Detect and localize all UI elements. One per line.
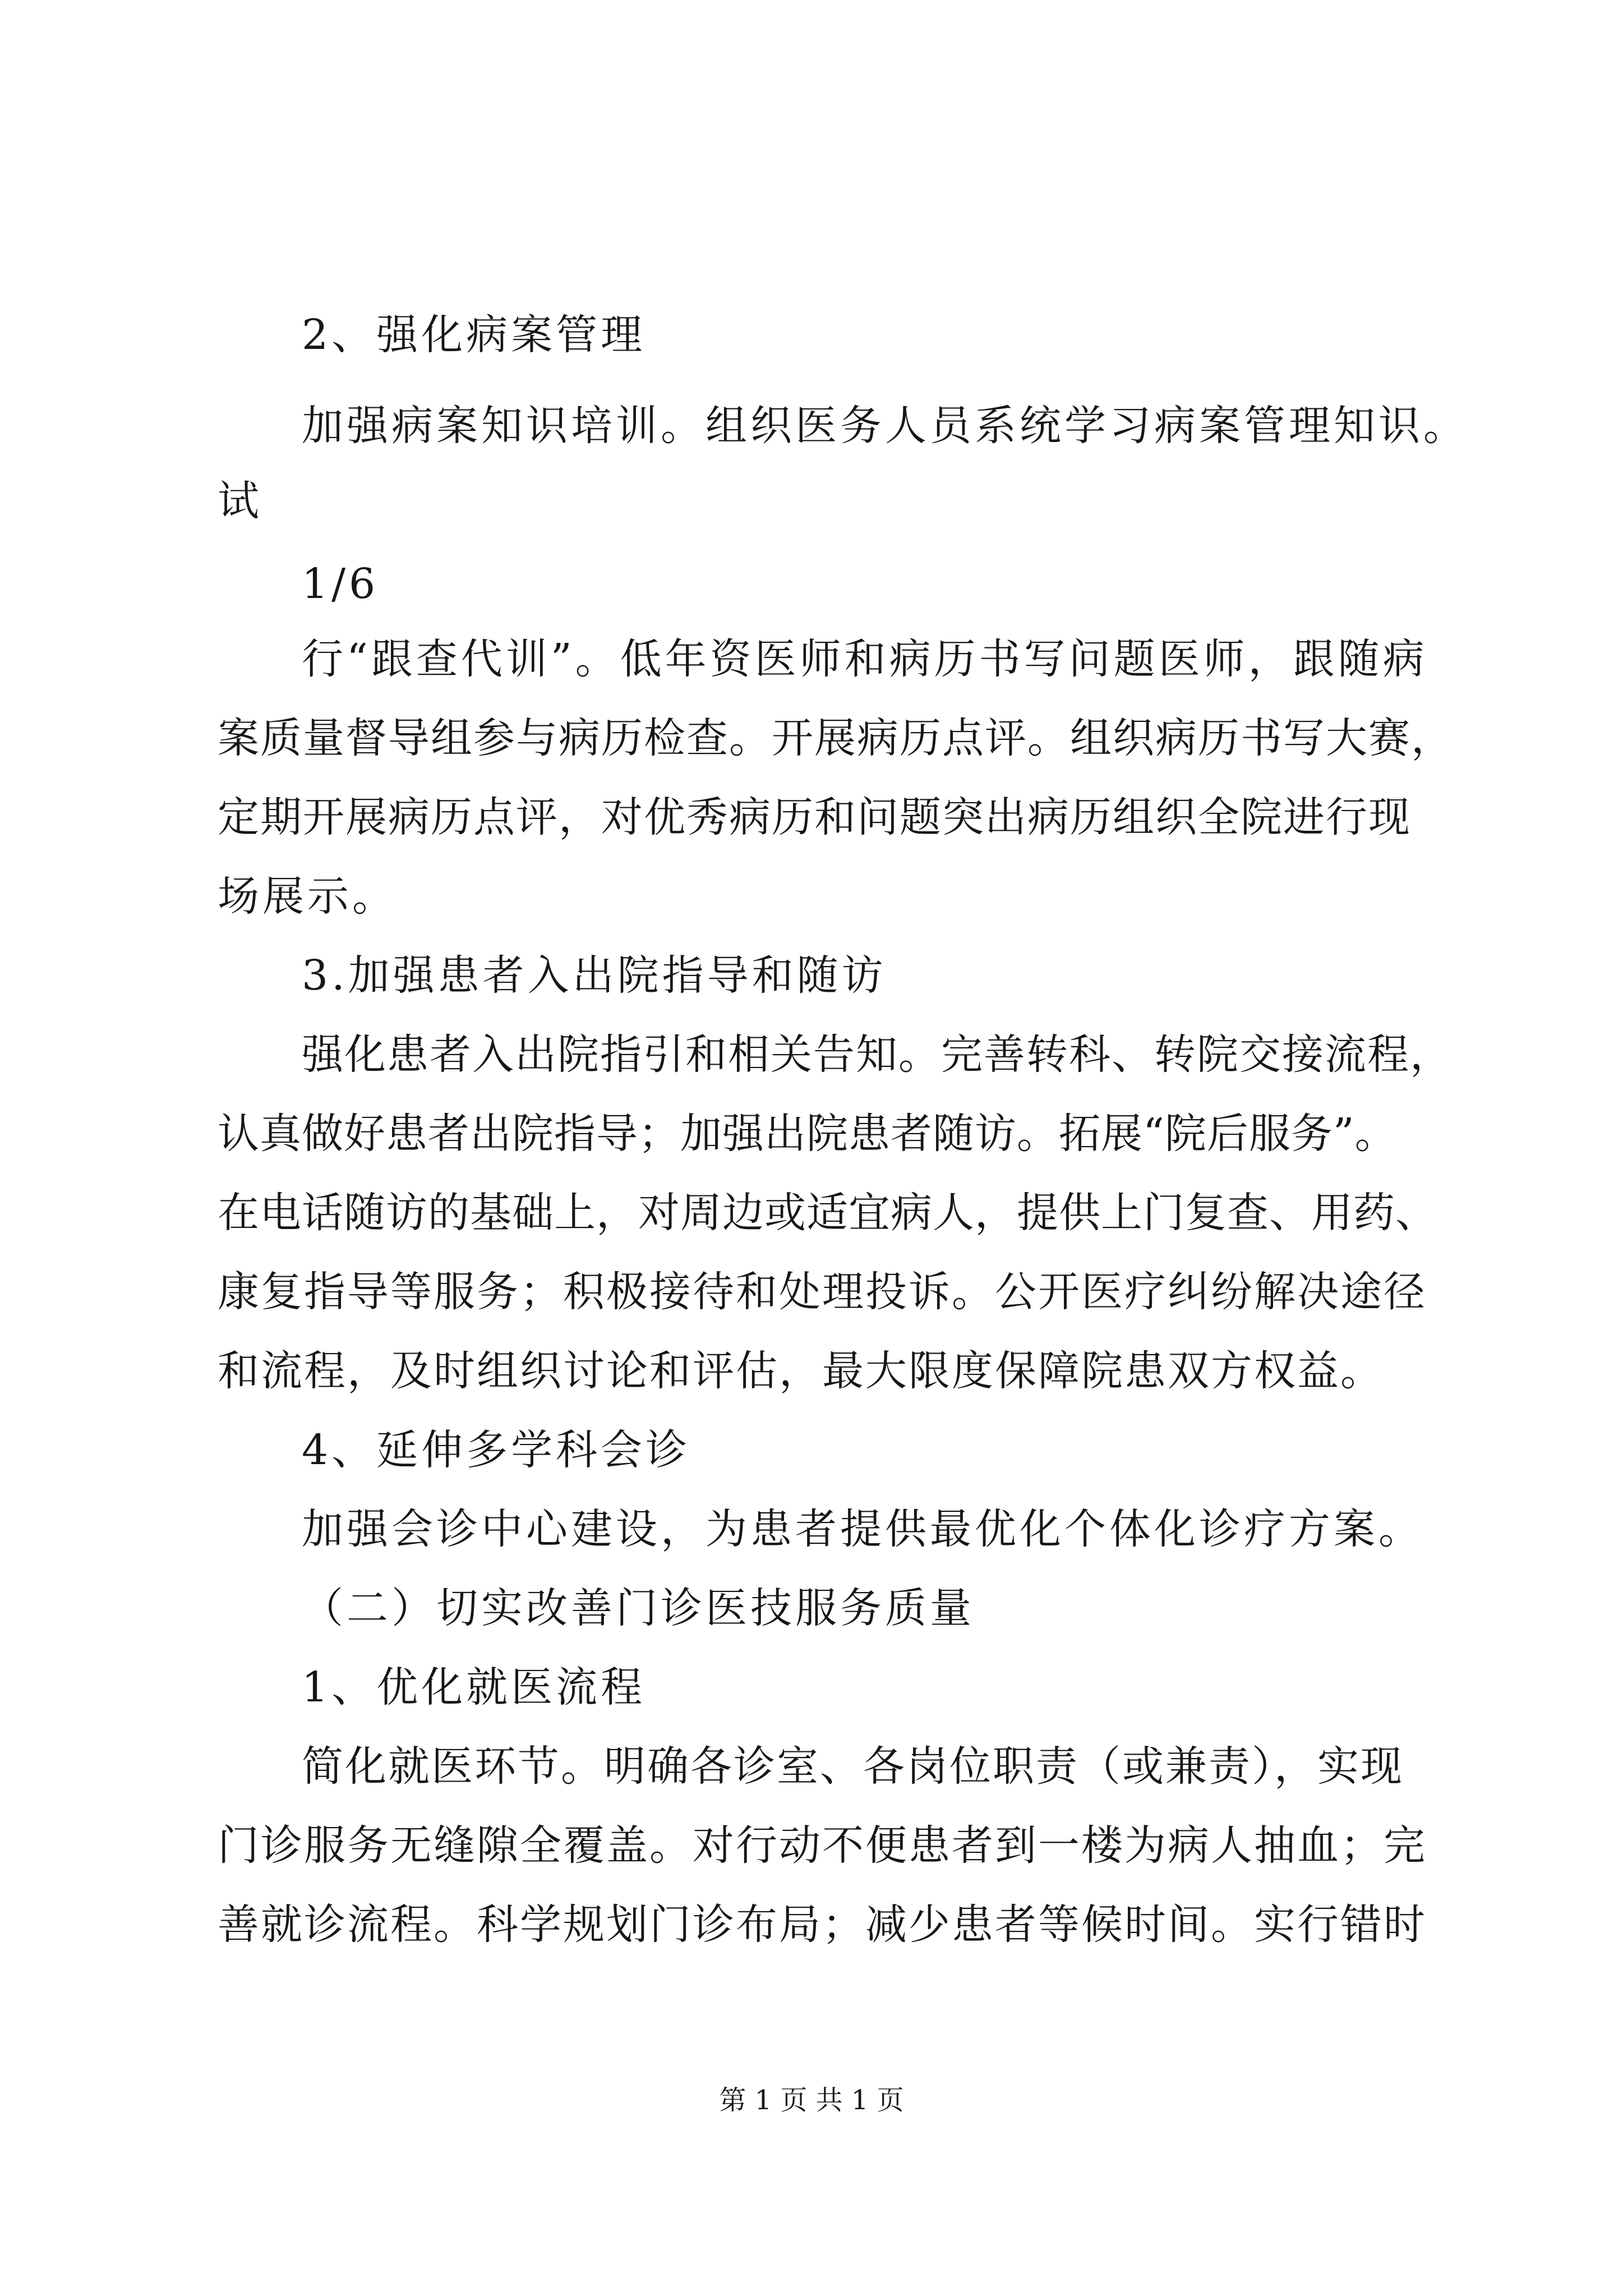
paragraph-line: 定期开展病历点评，对优秀病历和问题突出病历组织全院进行现: [218, 793, 1411, 841]
paragraph-line: 加强病案知识培训。组织医务人员系统学习病案管理知识。: [302, 402, 1468, 450]
paragraph-line: 行“跟查代训”。低年资医师和病历书写问题医师，跟随病: [302, 635, 1428, 683]
heading-multidisciplinary-consultation: 4、延伸多学科会诊: [302, 1426, 691, 1474]
paragraph-line: 试: [218, 477, 262, 525]
page-fraction-text: 1/6: [302, 560, 379, 608]
paragraph-line: 门诊服务无缝隙全覆盖。对行动不便患者到一楼为病人抽血；完: [218, 1821, 1427, 1870]
paragraph-line: 在电话随访的基础上，对周边或适宜病人，提供上门复查、用药、: [218, 1189, 1437, 1237]
paragraph-line: 康复指导等服务；积极接待和处理投诉。公开医疗纠纷解决途径: [218, 1268, 1427, 1316]
paragraph-line: 和流程，及时组织讨论和评估，最大限度保障院患双方权益。: [218, 1347, 1384, 1395]
heading-strengthen-medical-records: 2、强化病案管理: [302, 311, 646, 359]
paragraph-line: 案质量督导组参与病历检查。开展病历点评。组织病历书写大赛，: [218, 714, 1454, 762]
heading-patient-guidance: 3.加强患者入出院指导和随访: [302, 951, 887, 1000]
paragraph-line: 强化患者入出院指引和相关告知。完善转科、转院交接流程，: [302, 1030, 1453, 1079]
paragraph-line: 认真做好患者出院指导；加强出院患者随访。拓展“院后服务”。: [218, 1110, 1397, 1158]
paragraph-line: 场展示。: [218, 872, 397, 921]
paragraph-line: 善就诊流程。科学规划门诊布局；减少患者等候时间。实行错时: [218, 1901, 1427, 1949]
section-heading-outpatient-service: （二）切实改善门诊医技服务质量: [302, 1584, 975, 1632]
paragraph-line: 加强会诊中心建设，为患者提供最优化个体化诊疗方案。: [302, 1505, 1423, 1553]
heading-optimize-process: 1、优化就医流程: [302, 1663, 646, 1711]
paragraph-line: 简化就医环节。明确各诊室、各岗位职责（或兼责），实现: [302, 1742, 1404, 1791]
page-footer: 第 1 页 共 1 页: [719, 2085, 904, 2116]
